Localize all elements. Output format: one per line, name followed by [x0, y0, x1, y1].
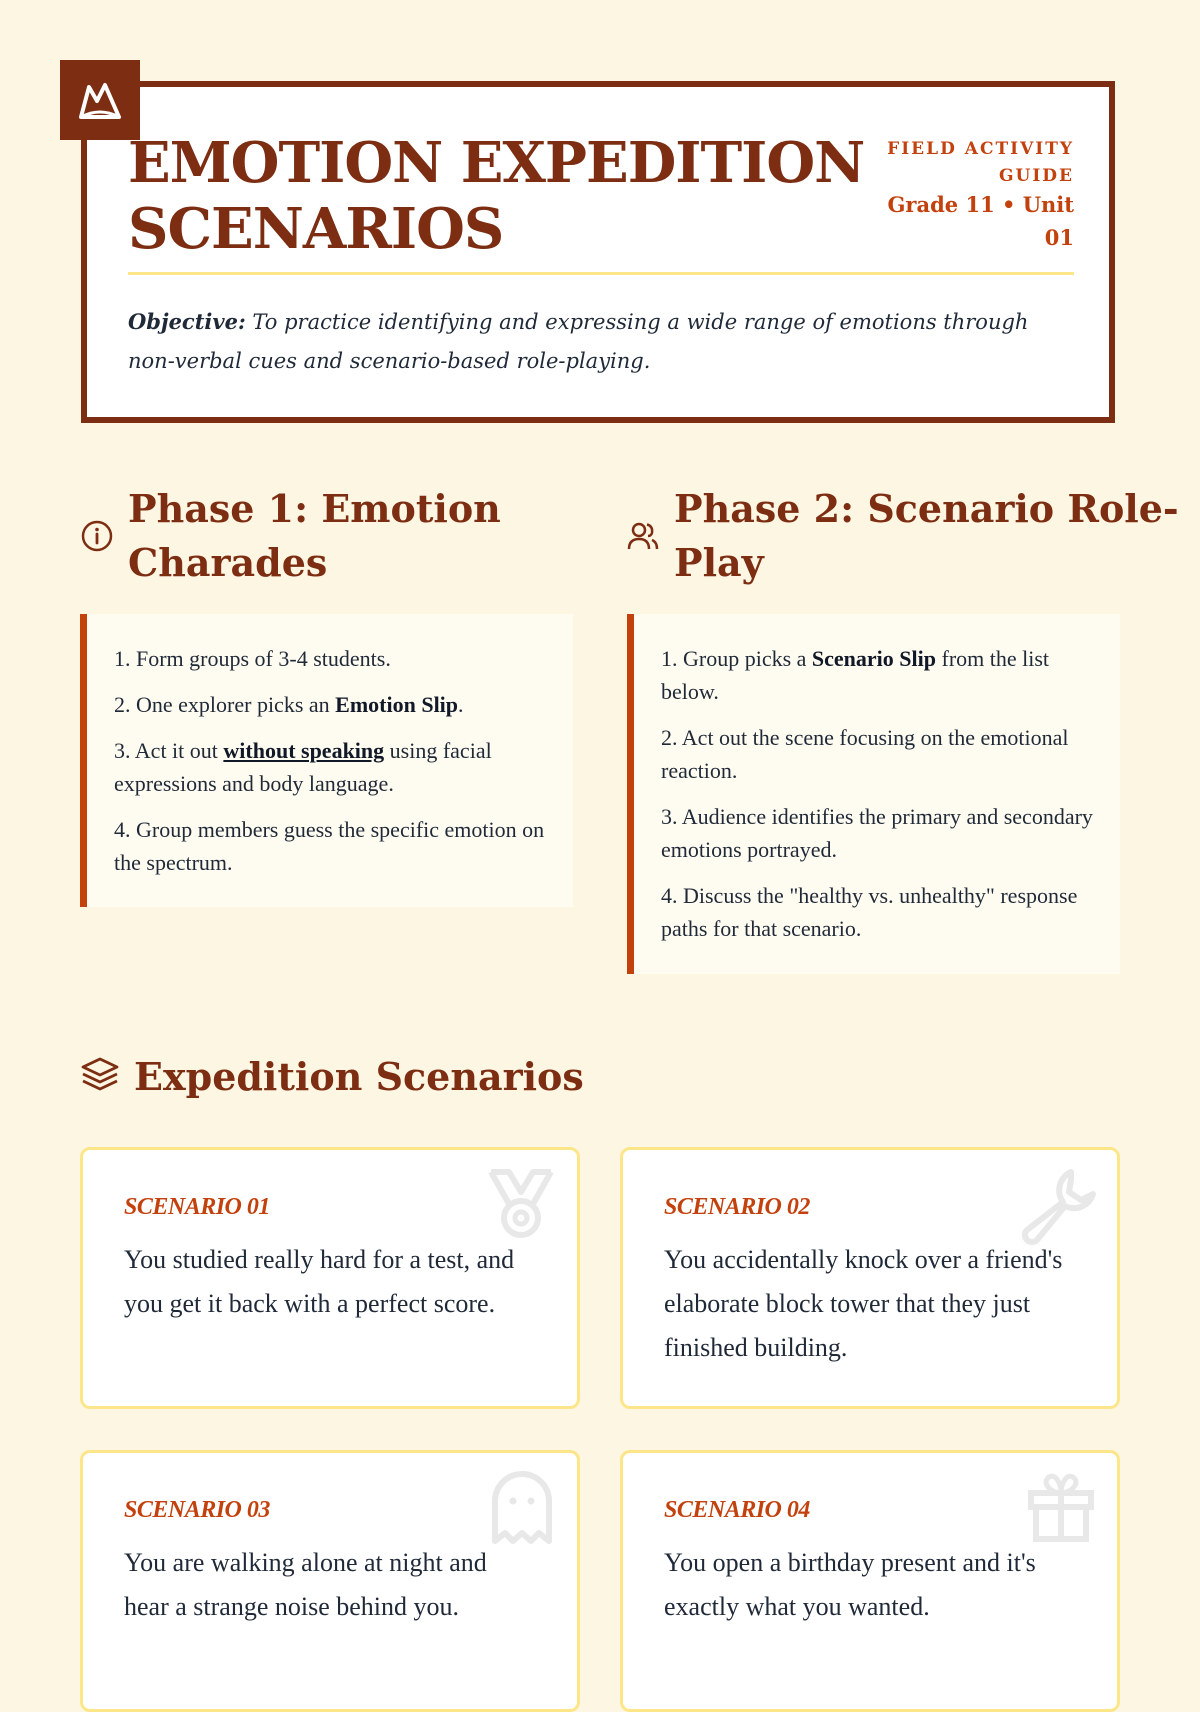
guide-label-line-2: GUIDE	[999, 166, 1074, 186]
phase-1-step	[114, 688, 547, 721]
step-text-end: from the list below.	[661, 646, 1050, 704]
info-icon	[80, 519, 114, 553]
phase-2-step	[661, 879, 1094, 945]
phase-2-step	[661, 721, 1094, 787]
grade-unit-line-2: 01	[1044, 225, 1074, 250]
scenario-card	[620, 1147, 1120, 1409]
step-text-end: using facial expressions and body language.	[114, 738, 492, 796]
step-text: 1. Group picks a	[661, 646, 812, 671]
wrench-icon	[1019, 1166, 1099, 1250]
ghost-icon	[489, 1469, 555, 1549]
phase-2-steps	[627, 614, 1120, 974]
phase-2-step	[661, 800, 1094, 866]
scenario-text: You accidentally knock over a friend's elaborate block tower that they just finished building.	[664, 1245, 1063, 1362]
guide-label	[834, 136, 1074, 190]
page-title-line-1: EMOTION EXPEDITION	[128, 130, 865, 196]
step-text: 2. Act out the scene focusing on the emotional reaction.	[661, 725, 1069, 783]
scenario-label: SCENARIO 04	[664, 1497, 810, 1523]
step-emphasis: without speaking	[223, 738, 385, 763]
phase-2-heading	[626, 482, 1179, 590]
step-emphasis: Scenario Slip	[811, 646, 936, 671]
medal-icon	[483, 1166, 559, 1246]
grade-unit	[834, 188, 1074, 254]
phase-2-title-line-2: Play	[674, 540, 764, 585]
step-text: 2. One explorer picks an	[114, 692, 336, 717]
page-title	[128, 130, 865, 262]
step-text: 1. Form groups of 3-4 students.	[114, 646, 391, 671]
scenario-text: You open a birthday present and it's exactly what you wanted.	[664, 1548, 1036, 1621]
scenario-text: You studied really hard for a test, and you get it back with a perfect score.	[124, 1245, 515, 1318]
scenario-card	[80, 1450, 580, 1712]
mountain-icon	[75, 77, 125, 123]
phase-1-step	[114, 734, 547, 800]
phase-1-title-line-2: Charades	[128, 540, 328, 585]
phase-1-step	[114, 813, 547, 879]
scenarios-title: Expedition Scenarios	[134, 1054, 584, 1099]
phase-1-step	[114, 642, 547, 675]
step-text: 3. Act it out	[114, 738, 224, 763]
phase-2-title	[674, 482, 1179, 590]
scenario-label: SCENARIO 02	[664, 1194, 810, 1220]
scenario-card	[80, 1147, 580, 1409]
page-title-line-2: SCENARIOS	[128, 196, 504, 262]
step-emphasis: Emotion Slip	[335, 692, 459, 717]
objective	[128, 302, 1068, 381]
scenario-label: SCENARIO 03	[124, 1497, 270, 1523]
step-text: 4. Group members guess the specific emotion on the spectrum.	[114, 817, 545, 875]
scenario-text: You are walking alone at night and hear a strange noise behind you.	[124, 1548, 487, 1621]
objective-text: To practice identifying and expressing a wide range of emotions through non-verbal cues and scenario-based role-playing.	[128, 310, 1029, 373]
layers-icon	[80, 1055, 120, 1099]
scenario-card	[620, 1450, 1120, 1712]
users-icon	[626, 519, 660, 553]
scenario-label: SCENARIO 01	[124, 1194, 270, 1220]
scenarios-heading	[80, 1054, 584, 1099]
logo-badge	[60, 60, 140, 140]
objective-label: Objective:	[128, 309, 246, 334]
gift-icon	[1025, 1469, 1097, 1549]
step-text-end: .	[458, 692, 464, 717]
guide-label-line-1: FIELD ACTIVITY	[887, 139, 1074, 159]
grade-unit-line-1: Grade 11 • Unit	[887, 192, 1074, 217]
step-text: 3. Audience identifies the primary and secondary emotions portrayed.	[661, 804, 1093, 862]
phase-1-title-line-1: Phase 1: Emotion	[128, 486, 501, 531]
phase-2-step	[661, 642, 1094, 708]
header-divider	[128, 272, 1074, 275]
phase-1-title	[128, 482, 501, 590]
step-text: 4. Discuss the "healthy vs. unhealthy" response paths for that scenario.	[661, 883, 1078, 941]
phase-1-heading	[80, 482, 501, 590]
phase-2-title-line-1: Phase 2: Scenario Role-	[674, 486, 1179, 531]
phase-1-steps	[80, 614, 573, 907]
